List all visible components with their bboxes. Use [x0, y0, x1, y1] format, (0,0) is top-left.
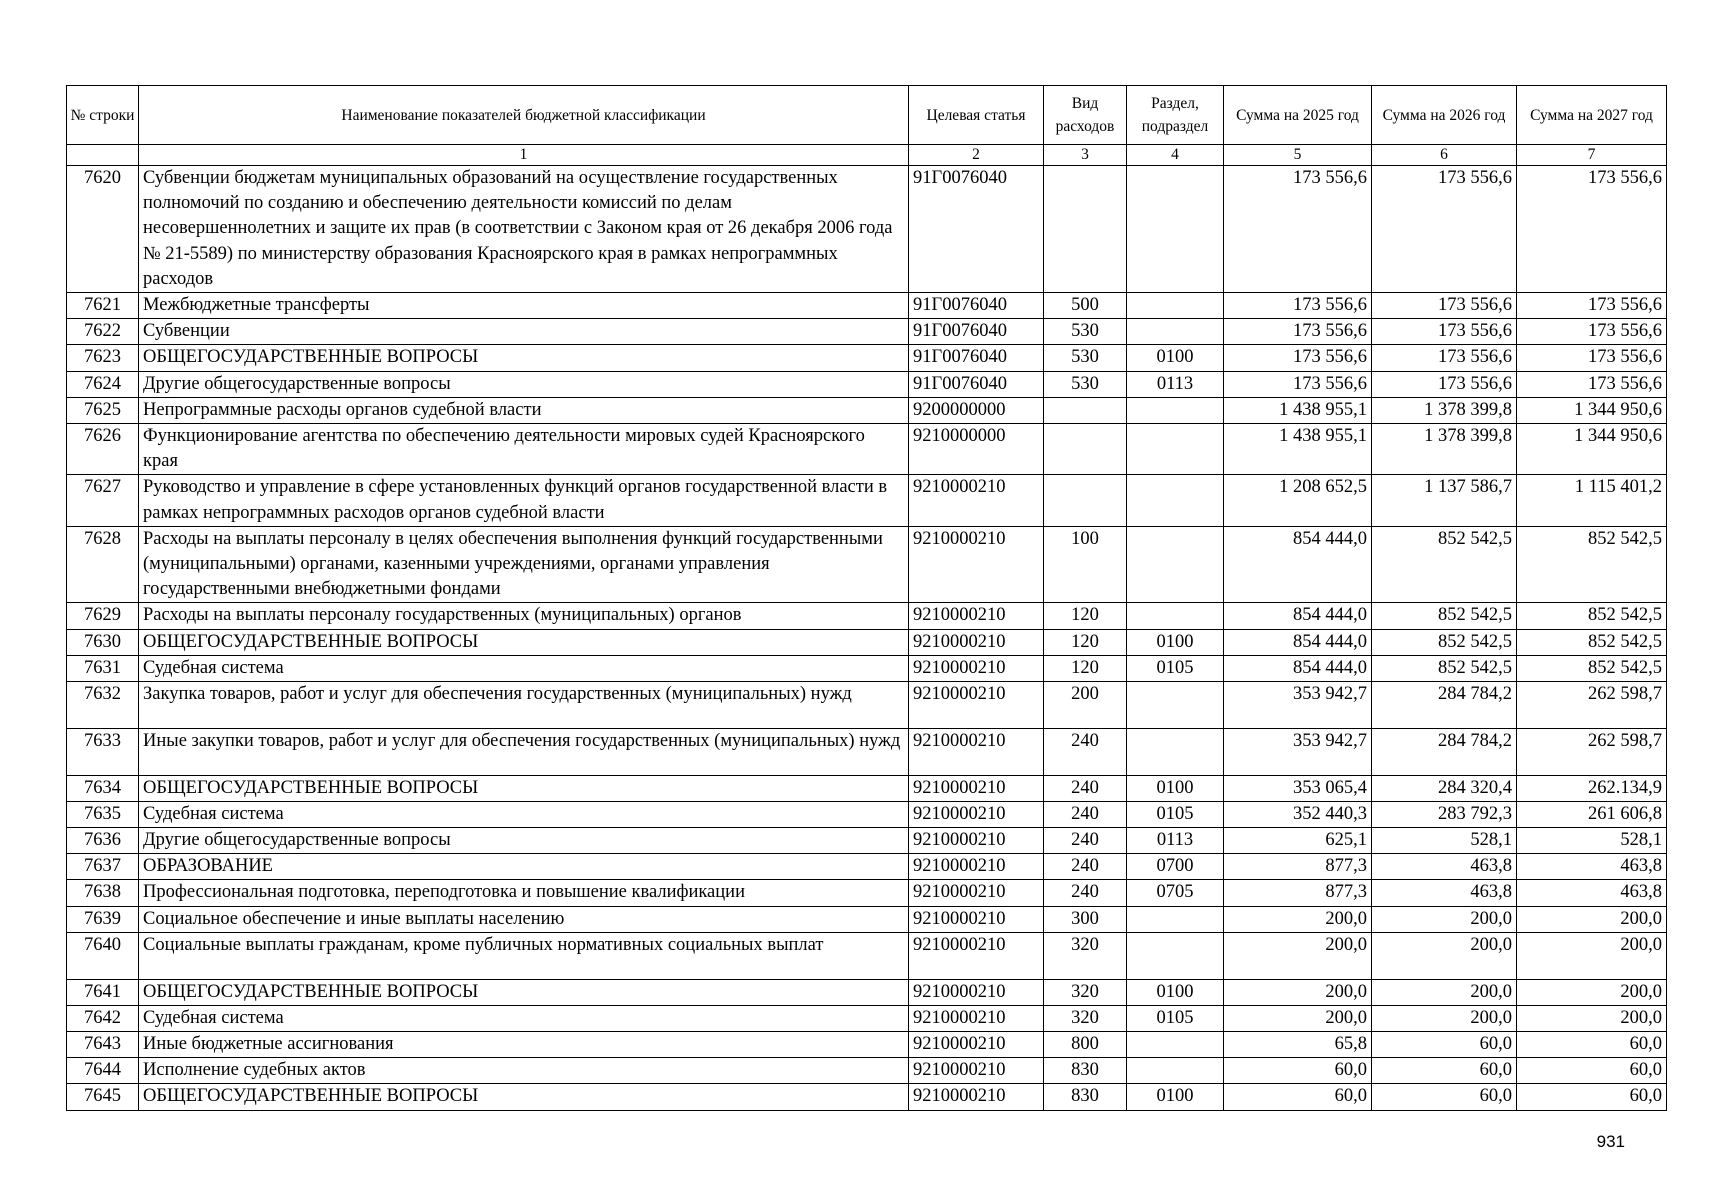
indicator-name-cell: Другие общегосударственные вопросы: [139, 828, 909, 854]
table-row: [67, 682, 1667, 729]
expense-kind-cell: 240: [1044, 854, 1127, 880]
row-number-cell: 7624: [67, 371, 139, 397]
indicator-name-cell: ОБЩЕГОСУДАРСТВЕННЫЕ ВОПРОСЫ: [139, 1084, 909, 1110]
table-row: [67, 728, 1667, 775]
sum-2026-cell: 1 137 586,7: [1372, 475, 1517, 526]
sum-2025-cell: 200,0: [1224, 932, 1372, 979]
sum-2025-cell: 353 942,7: [1224, 728, 1372, 775]
sum-2027-cell: 261 606,8: [1517, 801, 1667, 827]
expense-kind-cell: 240: [1044, 775, 1127, 801]
sum-2026-cell: 173 556,6: [1372, 345, 1517, 371]
sum-2027-cell: 60,0: [1517, 1084, 1667, 1110]
target-article-cell: 9210000210: [909, 655, 1044, 681]
row-number-cell: 7635: [67, 801, 139, 827]
target-article-cell: 9210000000: [909, 424, 1044, 475]
expense-kind-cell: 500: [1044, 293, 1127, 319]
section-cell: [1127, 166, 1224, 293]
expense-kind-cell: 240: [1044, 801, 1127, 827]
row-number-cell: 7622: [67, 319, 139, 345]
row-number-cell: 7628: [67, 526, 139, 603]
section-cell: [1127, 932, 1224, 979]
table-row: [67, 371, 1667, 397]
sum-2027-cell: 262 598,7: [1517, 682, 1667, 729]
row-number-cell: 7623: [67, 345, 139, 371]
column-number: 1: [139, 145, 909, 166]
sum-2026-cell: 173 556,6: [1372, 371, 1517, 397]
sum-2026-cell: 173 556,6: [1372, 166, 1517, 293]
section-cell: [1127, 475, 1224, 526]
table-row: [67, 1032, 1667, 1058]
indicator-name-cell: Межбюджетные трансферты: [139, 293, 909, 319]
sum-2026-cell: 1 378 399,8: [1372, 397, 1517, 423]
sum-2027-cell: 173 556,6: [1517, 293, 1667, 319]
table-row: [67, 880, 1667, 906]
indicator-name-cell: Судебная система: [139, 801, 909, 827]
section-cell: [1127, 728, 1224, 775]
target-article-cell: 9210000210: [909, 728, 1044, 775]
expense-kind-cell: 800: [1044, 1032, 1127, 1058]
header-sum-2025: Сумма на 2025 год: [1224, 86, 1372, 145]
sum-2027-cell: 463,8: [1517, 880, 1667, 906]
indicator-name-cell: Судебная система: [139, 1005, 909, 1031]
indicator-name-cell: Иные закупки товаров, работ и услуг для обеспечения государственных (муниципальных) нужд: [139, 728, 909, 775]
indicator-name-cell: Социальное обеспечение и иные выплаты населению: [139, 906, 909, 932]
table-row: [67, 345, 1667, 371]
sum-2027-cell: 528,1: [1517, 828, 1667, 854]
expense-kind-cell: 200: [1044, 682, 1127, 729]
sum-2027-cell: 200,0: [1517, 906, 1667, 932]
indicator-name-cell: Руководство и управление в сфере установленных функций органов государственной власти в рамках непрограммных расходов органов судебной власти: [139, 475, 909, 526]
table-body: [67, 166, 1667, 1111]
sum-2027-cell: 173 556,6: [1517, 166, 1667, 293]
expense-kind-cell: 120: [1044, 629, 1127, 655]
table-row: [67, 854, 1667, 880]
sum-2025-cell: 854 444,0: [1224, 526, 1372, 603]
indicator-name-cell: ОБЩЕГОСУДАРСТВЕННЫЕ ВОПРОСЫ: [139, 775, 909, 801]
column-number: 3: [1044, 145, 1127, 166]
expense-kind-cell: 240: [1044, 880, 1127, 906]
target-article-cell: 91Г0076040: [909, 345, 1044, 371]
sum-2025-cell: 877,3: [1224, 880, 1372, 906]
section-cell: 0113: [1127, 371, 1224, 397]
indicator-name-cell: ОБРАЗОВАНИЕ: [139, 854, 909, 880]
expense-kind-cell: 530: [1044, 345, 1127, 371]
expense-kind-cell: 320: [1044, 1005, 1127, 1031]
sum-2025-cell: 200,0: [1224, 906, 1372, 932]
table-row: [67, 166, 1667, 293]
section-cell: 0100: [1127, 629, 1224, 655]
sum-2025-cell: 173 556,6: [1224, 319, 1372, 345]
section-cell: [1127, 319, 1224, 345]
target-article-cell: 9210000210: [909, 603, 1044, 629]
expense-kind-cell: [1044, 424, 1127, 475]
row-number-cell: 7636: [67, 828, 139, 854]
indicator-name-cell: ОБЩЕГОСУДАРСТВЕННЫЕ ВОПРОСЫ: [139, 345, 909, 371]
table-row: [67, 603, 1667, 629]
section-cell: 0105: [1127, 655, 1224, 681]
section-cell: [1127, 906, 1224, 932]
expense-kind-cell: [1044, 397, 1127, 423]
sum-2027-cell: 463,8: [1517, 854, 1667, 880]
column-number: 6: [1372, 145, 1517, 166]
section-cell: 0100: [1127, 345, 1224, 371]
indicator-name-cell: Непрограммные расходы органов судебной власти: [139, 397, 909, 423]
row-number-cell: 7632: [67, 682, 139, 729]
indicator-name-cell: Субвенции бюджетам муниципальных образований на осуществление государственных полномочий по созданию и обеспечению деятельности комиссий по делам несовершеннолетних и защите их прав (в соответствии с Законом края от 26 декабря 2006 года № 21-5589) по министерству образования Красноярского края в рамках непрограммных расходов: [139, 166, 909, 293]
target-article-cell: 9210000210: [909, 906, 1044, 932]
target-article-cell: 9210000210: [909, 854, 1044, 880]
sum-2025-cell: 173 556,6: [1224, 371, 1372, 397]
header-indicator-name: Наименование показателей бюджетной классификации: [139, 86, 909, 145]
sum-2025-cell: 173 556,6: [1224, 345, 1372, 371]
indicator-name-cell: Иные бюджетные ассигнования: [139, 1032, 909, 1058]
table-row: [67, 979, 1667, 1005]
sum-2026-cell: 852 542,5: [1372, 655, 1517, 681]
indicator-name-cell: Субвенции: [139, 319, 909, 345]
column-number-row: [67, 145, 1667, 166]
budget-table: [66, 85, 1667, 1111]
header-sum-2027: Сумма на 2027 год: [1517, 86, 1667, 145]
row-number-cell: 7642: [67, 1005, 139, 1031]
target-article-cell: 9210000210: [909, 801, 1044, 827]
sum-2027-cell: 1 344 950,6: [1517, 424, 1667, 475]
indicator-name-cell: ОБЩЕГОСУДАРСТВЕННЫЕ ВОПРОСЫ: [139, 629, 909, 655]
table-row: [67, 424, 1667, 475]
sum-2025-cell: 1 438 955,1: [1224, 397, 1372, 423]
expense-kind-cell: [1044, 166, 1127, 293]
sum-2025-cell: 353 942,7: [1224, 682, 1372, 729]
sum-2027-cell: 852 542,5: [1517, 629, 1667, 655]
row-number-cell: 7641: [67, 979, 139, 1005]
sum-2027-cell: 173 556,6: [1517, 345, 1667, 371]
target-article-cell: 9200000000: [909, 397, 1044, 423]
sum-2025-cell: 173 556,6: [1224, 293, 1372, 319]
expense-kind-cell: 830: [1044, 1084, 1127, 1110]
table-row: [67, 319, 1667, 345]
sum-2027-cell: 1 344 950,6: [1517, 397, 1667, 423]
sum-2027-cell: 1 115 401,2: [1517, 475, 1667, 526]
table-row: [67, 655, 1667, 681]
column-number: 2: [909, 145, 1044, 166]
indicator-name-cell: ОБЩЕГОСУДАРСТВЕННЫЕ ВОПРОСЫ: [139, 979, 909, 1005]
target-article-cell: 9210000210: [909, 932, 1044, 979]
target-article-cell: 91Г0076040: [909, 166, 1044, 293]
sum-2026-cell: 284 784,2: [1372, 728, 1517, 775]
target-article-cell: 9210000210: [909, 828, 1044, 854]
page-number: 931: [1596, 1132, 1625, 1151]
sum-2026-cell: 463,8: [1372, 854, 1517, 880]
target-article-cell: 9210000210: [909, 526, 1044, 603]
table-row: [67, 526, 1667, 603]
section-cell: [1127, 526, 1224, 603]
section-cell: 0700: [1127, 854, 1224, 880]
sum-2027-cell: 852 542,5: [1517, 655, 1667, 681]
target-article-cell: 9210000210: [909, 880, 1044, 906]
section-cell: [1127, 1058, 1224, 1084]
sum-2026-cell: 463,8: [1372, 880, 1517, 906]
target-article-cell: 9210000210: [909, 629, 1044, 655]
sum-2025-cell: 353 065,4: [1224, 775, 1372, 801]
column-number: 5: [1224, 145, 1372, 166]
sum-2026-cell: 852 542,5: [1372, 603, 1517, 629]
section-cell: [1127, 293, 1224, 319]
sum-2027-cell: 60,0: [1517, 1058, 1667, 1084]
sum-2027-cell: 200,0: [1517, 932, 1667, 979]
table-row: [67, 906, 1667, 932]
sum-2026-cell: 284 784,2: [1372, 682, 1517, 729]
sum-2025-cell: 60,0: [1224, 1084, 1372, 1110]
table-row: [67, 1005, 1667, 1031]
sum-2027-cell: 852 542,5: [1517, 603, 1667, 629]
sum-2026-cell: 284 320,4: [1372, 775, 1517, 801]
row-number-cell: 7639: [67, 906, 139, 932]
expense-kind-cell: 320: [1044, 979, 1127, 1005]
column-number: 7: [1517, 145, 1667, 166]
table-row: [67, 1084, 1667, 1110]
section-cell: [1127, 603, 1224, 629]
row-number-cell: 7620: [67, 166, 139, 293]
indicator-name-cell: Социальные выплаты гражданам, кроме публичных нормативных социальных выплат: [139, 932, 909, 979]
expense-kind-cell: 120: [1044, 603, 1127, 629]
sum-2025-cell: 877,3: [1224, 854, 1372, 880]
sum-2025-cell: 854 444,0: [1224, 603, 1372, 629]
sum-2025-cell: 65,8: [1224, 1032, 1372, 1058]
sum-2026-cell: 173 556,6: [1372, 293, 1517, 319]
sum-2027-cell: 173 556,6: [1517, 319, 1667, 345]
target-article-cell: 9210000210: [909, 1084, 1044, 1110]
expense-kind-cell: 320: [1044, 932, 1127, 979]
header-row-number: № строки: [67, 86, 139, 145]
sum-2026-cell: 200,0: [1372, 1005, 1517, 1031]
indicator-name-cell: Расходы на выплаты персоналу в целях обеспечения выполнения функций государственными (муниципальными) органами, казенными учреждениями, органами управления государственными внебюджетными фондами: [139, 526, 909, 603]
sum-2026-cell: 60,0: [1372, 1032, 1517, 1058]
target-article-cell: 9210000210: [909, 1032, 1044, 1058]
expense-kind-cell: 240: [1044, 828, 1127, 854]
budget-sheet: [66, 85, 1666, 1111]
indicator-name-cell: Исполнение судебных актов: [139, 1058, 909, 1084]
column-number: 4: [1127, 145, 1224, 166]
sum-2027-cell: 262.134,9: [1517, 775, 1667, 801]
sum-2027-cell: 262 598,7: [1517, 728, 1667, 775]
table-row: [67, 775, 1667, 801]
row-number-cell: 7621: [67, 293, 139, 319]
table-row: [67, 397, 1667, 423]
table-row: [67, 932, 1667, 979]
row-number-cell: 7644: [67, 1058, 139, 1084]
target-article-cell: 9210000210: [909, 475, 1044, 526]
row-number-cell: 7626: [67, 424, 139, 475]
sum-2025-cell: 1 438 955,1: [1224, 424, 1372, 475]
sum-2027-cell: 173 556,6: [1517, 371, 1667, 397]
row-number-cell: 7629: [67, 603, 139, 629]
sum-2025-cell: 854 444,0: [1224, 655, 1372, 681]
sum-2026-cell: 852 542,5: [1372, 629, 1517, 655]
sum-2026-cell: 200,0: [1372, 906, 1517, 932]
sum-2025-cell: 352 440,3: [1224, 801, 1372, 827]
sum-2025-cell: 200,0: [1224, 979, 1372, 1005]
sum-2025-cell: 60,0: [1224, 1058, 1372, 1084]
sum-2026-cell: 60,0: [1372, 1058, 1517, 1084]
sum-2026-cell: 200,0: [1372, 932, 1517, 979]
row-number-cell: 7637: [67, 854, 139, 880]
sum-2026-cell: 283 792,3: [1372, 801, 1517, 827]
table-row: [67, 828, 1667, 854]
section-cell: 0100: [1127, 775, 1224, 801]
row-number-cell: 7645: [67, 1084, 139, 1110]
section-cell: [1127, 397, 1224, 423]
header-section: Раздел, подраздел: [1127, 86, 1224, 145]
section-cell: [1127, 682, 1224, 729]
section-cell: 0705: [1127, 880, 1224, 906]
row-number-cell: 7627: [67, 475, 139, 526]
row-number-cell: 7643: [67, 1032, 139, 1058]
target-article-cell: 91Г0076040: [909, 319, 1044, 345]
indicator-name-cell: Расходы на выплаты персоналу государственных (муниципальных) органов: [139, 603, 909, 629]
sum-2027-cell: 200,0: [1517, 1005, 1667, 1031]
expense-kind-cell: 300: [1044, 906, 1127, 932]
expense-kind-cell: 240: [1044, 728, 1127, 775]
sum-2026-cell: 173 556,6: [1372, 319, 1517, 345]
row-number-cell: 7638: [67, 880, 139, 906]
sum-2026-cell: 60,0: [1372, 1084, 1517, 1110]
row-number-cell: 7630: [67, 629, 139, 655]
target-article-cell: 91Г0076040: [909, 293, 1044, 319]
target-article-cell: 9210000210: [909, 979, 1044, 1005]
section-cell: 0113: [1127, 828, 1224, 854]
sum-2025-cell: 173 556,6: [1224, 166, 1372, 293]
expense-kind-cell: 120: [1044, 655, 1127, 681]
header-expense-kind: Вид расходов: [1044, 86, 1127, 145]
indicator-name-cell: Функционирование агентства по обеспечению деятельности мировых судей Красноярского края: [139, 424, 909, 475]
row-number-cell: 7625: [67, 397, 139, 423]
table-header: [67, 86, 1667, 166]
expense-kind-cell: 100: [1044, 526, 1127, 603]
section-cell: 0100: [1127, 1084, 1224, 1110]
section-cell: 0105: [1127, 1005, 1224, 1031]
target-article-cell: 9210000210: [909, 682, 1044, 729]
row-number-cell: 7631: [67, 655, 139, 681]
sum-2027-cell: 852 542,5: [1517, 526, 1667, 603]
section-cell: [1127, 424, 1224, 475]
sum-2026-cell: 528,1: [1372, 828, 1517, 854]
table-row: [67, 475, 1667, 526]
expense-kind-cell: [1044, 475, 1127, 526]
sum-2026-cell: 200,0: [1372, 979, 1517, 1005]
expense-kind-cell: 530: [1044, 371, 1127, 397]
table-row: [67, 801, 1667, 827]
row-number-cell: 7633: [67, 728, 139, 775]
sum-2027-cell: 200,0: [1517, 979, 1667, 1005]
table-row: [67, 629, 1667, 655]
expense-kind-cell: 830: [1044, 1058, 1127, 1084]
section-cell: 0105: [1127, 801, 1224, 827]
table-row: [67, 1058, 1667, 1084]
sum-2027-cell: 60,0: [1517, 1032, 1667, 1058]
target-article-cell: 9210000210: [909, 775, 1044, 801]
indicator-name-cell: Закупка товаров, работ и услуг для обеспечения государственных (муниципальных) нужд: [139, 682, 909, 729]
sum-2025-cell: 200,0: [1224, 1005, 1372, 1031]
sum-2025-cell: 1 208 652,5: [1224, 475, 1372, 526]
target-article-cell: 9210000210: [909, 1058, 1044, 1084]
sum-2025-cell: 625,1: [1224, 828, 1372, 854]
expense-kind-cell: 530: [1044, 319, 1127, 345]
header-target-article: Целевая статья: [909, 86, 1044, 145]
target-article-cell: 91Г0076040: [909, 371, 1044, 397]
table-row: [67, 293, 1667, 319]
indicator-name-cell: Профессиональная подготовка, переподготовка и повышение квалификации: [139, 880, 909, 906]
sum-2026-cell: 1 378 399,8: [1372, 424, 1517, 475]
indicator-name-cell: Другие общегосударственные вопросы: [139, 371, 909, 397]
sum-2025-cell: 854 444,0: [1224, 629, 1372, 655]
row-number-cell: 7634: [67, 775, 139, 801]
sum-2026-cell: 852 542,5: [1372, 526, 1517, 603]
section-cell: 0100: [1127, 979, 1224, 1005]
row-number-cell: 7640: [67, 932, 139, 979]
target-article-cell: 9210000210: [909, 1005, 1044, 1031]
header-sum-2026: Сумма на 2026 год: [1372, 86, 1517, 145]
section-cell: [1127, 1032, 1224, 1058]
indicator-name-cell: Судебная система: [139, 655, 909, 681]
column-number: [67, 145, 139, 166]
